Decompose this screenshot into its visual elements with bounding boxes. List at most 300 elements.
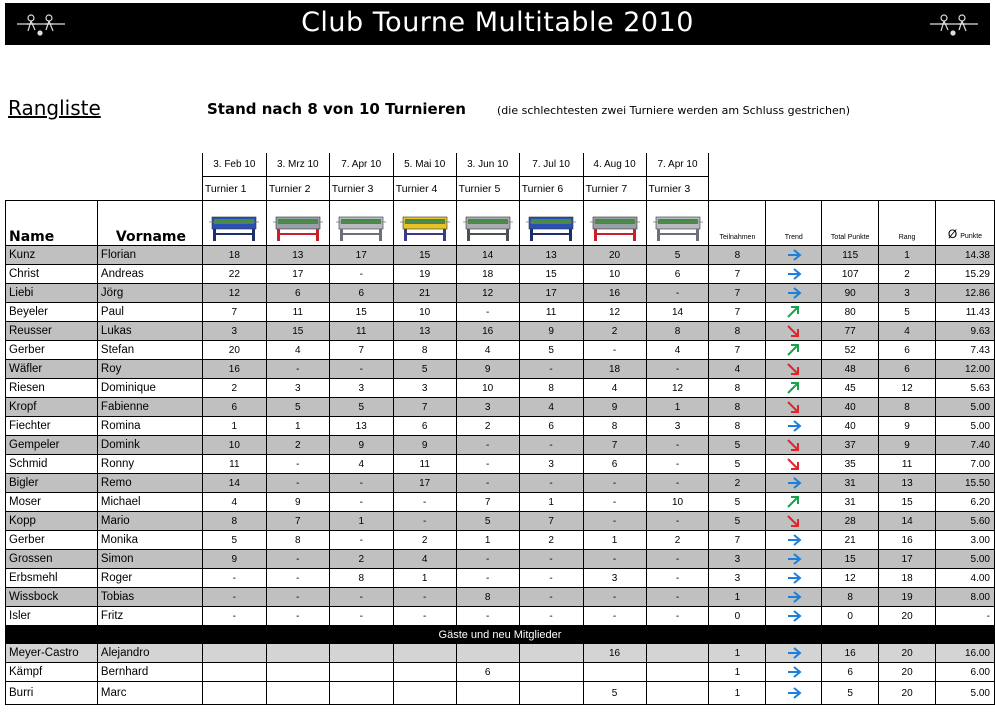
trend-cell	[766, 682, 822, 705]
teilnahmen-count: 4	[709, 360, 766, 379]
tournament-score: 2	[329, 550, 393, 569]
tournament-score: 4	[266, 341, 329, 360]
rank: 20	[879, 663, 936, 682]
foosball-players-logo-icon	[928, 9, 980, 39]
silver-foosball-table-icon	[335, 213, 387, 243]
tournament-score: 1	[456, 531, 519, 550]
guests-separator	[6, 626, 995, 644]
total-points: 15	[822, 550, 879, 569]
rank: 15	[879, 493, 936, 512]
rank: 2	[879, 265, 936, 284]
tournament-score: 16	[583, 644, 646, 663]
empty-cell	[97, 177, 202, 201]
empty-cell	[936, 153, 995, 177]
tournament-score: -	[646, 607, 709, 626]
average-points: 5.00	[936, 550, 995, 569]
total-points: 0	[822, 607, 879, 626]
total-points: 35	[822, 455, 879, 474]
tournament-score: -	[393, 512, 456, 531]
player-name: Kämpf	[6, 663, 98, 682]
tournament-score: -	[266, 569, 329, 588]
player-vorname: Ronny	[97, 455, 202, 474]
tournament-score: 15	[393, 246, 456, 265]
tournament-score: -	[329, 360, 393, 379]
rank: 11	[879, 455, 936, 474]
player-name: Burri	[6, 682, 98, 705]
tournament-score: -	[202, 588, 266, 607]
player-vorname: Bernhard	[97, 663, 202, 682]
average-points: 7.40	[936, 436, 995, 455]
tournament-score: 5	[456, 512, 519, 531]
tournament-table-image	[583, 201, 646, 246]
tournament-score: 5	[583, 682, 646, 705]
tournament-score: 9	[583, 398, 646, 417]
tournament-score: -	[329, 607, 393, 626]
tournament-label: Turnier 2	[266, 177, 329, 201]
player-name: Wissbock	[6, 588, 98, 607]
average-points: 6.00	[936, 663, 995, 682]
player-vorname: Simon	[97, 550, 202, 569]
garlando-foosball-table-icon	[589, 213, 641, 243]
trend-cell	[766, 550, 822, 569]
total-points: 115	[822, 246, 879, 265]
empty-cell	[97, 153, 202, 177]
player-row	[6, 322, 995, 341]
tournament-score: 16	[202, 360, 266, 379]
player-row	[6, 644, 995, 663]
tournament-score: 8	[266, 531, 329, 550]
tournament-date: 3. Feb 10	[202, 153, 266, 177]
tournament-date: 7. Jul 10	[519, 153, 583, 177]
tournament-score: -	[456, 455, 519, 474]
trend-cell	[766, 512, 822, 531]
tournament-score: 3	[329, 379, 393, 398]
tournament-score: 4	[519, 398, 583, 417]
teilnahmen-count: 7	[709, 341, 766, 360]
tournament-score: 6	[266, 284, 329, 303]
teilnahmen-count: 5	[709, 512, 766, 531]
player-vorname: Jörg	[97, 284, 202, 303]
tournament-score: -	[519, 360, 583, 379]
tournament-score: -	[646, 512, 709, 531]
garlando-foosball-table-icon	[272, 213, 324, 243]
tournament-score: -	[519, 569, 583, 588]
trend-cell	[766, 436, 822, 455]
tournament-score: 1	[266, 417, 329, 436]
trend-header: Trend	[766, 201, 822, 246]
trend-up-arrow-icon	[786, 305, 802, 319]
empty-cell	[6, 153, 98, 177]
player-row	[6, 246, 995, 265]
tournament-score: 8	[329, 569, 393, 588]
player-vorname: Dominique	[97, 379, 202, 398]
trend-up-arrow-icon	[786, 381, 802, 395]
teilnahmen-count: 1	[709, 663, 766, 682]
rank: 14	[879, 512, 936, 531]
total-points: 37	[822, 436, 879, 455]
tournament-score: -	[519, 607, 583, 626]
player-row	[6, 663, 995, 682]
page-title: Club Tourne Multitable 2010	[301, 7, 694, 38]
player-row	[6, 512, 995, 531]
player-name: Wäfler	[6, 360, 98, 379]
trend-down-arrow-icon	[786, 438, 802, 452]
tournament-score: 13	[266, 246, 329, 265]
trend-cell	[766, 417, 822, 436]
average-points: 3.00	[936, 531, 995, 550]
trend-steady-arrow-icon	[786, 533, 802, 547]
tournament-score: 7	[456, 493, 519, 512]
teilnahmen-count: 7	[709, 531, 766, 550]
player-name: Bigler	[6, 474, 98, 493]
tournament-score: 3	[456, 398, 519, 417]
teilnahmen-count: 7	[709, 303, 766, 322]
total-points: 21	[822, 531, 879, 550]
player-vorname: Monika	[97, 531, 202, 550]
tournament-score: 16	[583, 284, 646, 303]
tournament-score: 8	[583, 417, 646, 436]
tournament-score: -	[266, 474, 329, 493]
player-vorname: Roy	[97, 360, 202, 379]
average-points: 5.60	[936, 512, 995, 531]
player-name: Kunz	[6, 246, 98, 265]
standings-status: Stand nach 8 von 10 Turnieren	[207, 100, 466, 118]
player-name: Moser	[6, 493, 98, 512]
average-points: 11.43	[936, 303, 995, 322]
player-vorname: Domink	[97, 436, 202, 455]
rank: 6	[879, 341, 936, 360]
average-points: 12.86	[936, 284, 995, 303]
average-points: 14.38	[936, 246, 995, 265]
player-name: Kopp	[6, 512, 98, 531]
tournament-score: 3	[393, 379, 456, 398]
tournament-score: -	[646, 455, 709, 474]
tournament-score: 7	[266, 512, 329, 531]
player-name: Reusser	[6, 322, 98, 341]
tournament-score: 4	[456, 341, 519, 360]
empty-cell	[822, 153, 879, 177]
player-row	[6, 398, 995, 417]
date-header-row	[6, 153, 995, 177]
player-vorname: Alejandro	[97, 644, 202, 663]
total-points: 28	[822, 512, 879, 531]
tournament-label: Turnier 3	[329, 177, 393, 201]
player-row	[6, 417, 995, 436]
tournament-score: 10	[646, 493, 709, 512]
tournament-score: -	[519, 474, 583, 493]
tournament-score: 2	[266, 436, 329, 455]
tournament-score: 2	[456, 417, 519, 436]
average-points: 7.43	[936, 341, 995, 360]
player-row	[6, 360, 995, 379]
tournament-score: 3	[583, 569, 646, 588]
player-vorname: Tobias	[97, 588, 202, 607]
tournament-score: 7	[393, 398, 456, 417]
tournament-score: 12	[456, 284, 519, 303]
tournament-score	[519, 644, 583, 663]
trend-down-arrow-icon	[786, 362, 802, 376]
total-points: 80	[822, 303, 879, 322]
player-name: Christ	[6, 265, 98, 284]
tournament-score: 8	[456, 588, 519, 607]
tournament-date: 3. Jun 10	[456, 153, 519, 177]
tournament-score	[583, 663, 646, 682]
empty-cell	[766, 153, 822, 177]
player-name: Beyeler	[6, 303, 98, 322]
teilnahmen-count: 1	[709, 644, 766, 663]
player-name: Erbsmehl	[6, 569, 98, 588]
tournament-score: -	[456, 303, 519, 322]
teilnahmen-count: 3	[709, 550, 766, 569]
tournament-score: -	[202, 569, 266, 588]
average-symbol: Ø	[947, 227, 958, 241]
tournament-score: 20	[583, 246, 646, 265]
tournament-score	[202, 682, 266, 705]
player-vorname: Romina	[97, 417, 202, 436]
total-points: 5	[822, 682, 879, 705]
tournament-score: -	[456, 550, 519, 569]
teilnahmen-count: 8	[709, 398, 766, 417]
tournament-score: -	[583, 588, 646, 607]
player-name: Isler	[6, 607, 98, 626]
tournament-score: -	[393, 588, 456, 607]
tournament-date: 3. Mrz 10	[266, 153, 329, 177]
total-points: 8	[822, 588, 879, 607]
tournament-score: -	[646, 569, 709, 588]
tournament-score: -	[329, 265, 393, 284]
tournament-score: 2	[519, 531, 583, 550]
player-name: Liebi	[6, 284, 98, 303]
trend-down-arrow-icon	[786, 324, 802, 338]
rank: 20	[879, 682, 936, 705]
teilnahmen-count: 3	[709, 569, 766, 588]
tournament-score: -	[646, 284, 709, 303]
tournament-score	[519, 663, 583, 682]
tournament-score: -	[583, 550, 646, 569]
total-points: 31	[822, 474, 879, 493]
empty-cell	[709, 153, 766, 177]
tournament-score	[646, 663, 709, 682]
player-row	[6, 607, 995, 626]
player-name: Schmid	[6, 455, 98, 474]
tournament-score: -	[266, 607, 329, 626]
player-vorname: Stefan	[97, 341, 202, 360]
rank: 16	[879, 531, 936, 550]
tournament-score: 3	[519, 455, 583, 474]
tournament-score	[646, 644, 709, 663]
tournament-table-image	[329, 201, 393, 246]
player-row	[6, 474, 995, 493]
tournament-score: 10	[202, 436, 266, 455]
tournament-table-image	[266, 201, 329, 246]
trend-steady-arrow-icon	[786, 665, 802, 679]
trend-cell	[766, 569, 822, 588]
total-points: 40	[822, 398, 879, 417]
teilnahmen-count: 8	[709, 322, 766, 341]
tournament-score: 5	[393, 360, 456, 379]
tournament-score: 6	[329, 284, 393, 303]
empty-cell	[766, 177, 822, 201]
total-points: 107	[822, 265, 879, 284]
tournament-score	[519, 682, 583, 705]
tournament-score: 2	[393, 531, 456, 550]
tournament-score: -	[456, 569, 519, 588]
teilnahmen-count: 8	[709, 379, 766, 398]
total-points: 16	[822, 644, 879, 663]
tournament-score: -	[329, 588, 393, 607]
trend-down-arrow-icon	[786, 514, 802, 528]
trend-steady-arrow-icon	[786, 646, 802, 660]
tournament-score: 9	[456, 360, 519, 379]
total-points: 45	[822, 379, 879, 398]
tournament-table-image	[519, 201, 583, 246]
trend-cell	[766, 493, 822, 512]
tournament-score: 17	[393, 474, 456, 493]
player-vorname: Lukas	[97, 322, 202, 341]
rank: 13	[879, 474, 936, 493]
tournament-score: -	[646, 550, 709, 569]
rangliste-heading: Rangliste	[8, 96, 101, 120]
tournament-score: 1	[202, 417, 266, 436]
tournament-score: 4	[393, 550, 456, 569]
player-row	[6, 341, 995, 360]
tournament-score: 9	[393, 436, 456, 455]
tournament-score: -	[519, 588, 583, 607]
ranking-table	[5, 153, 995, 705]
empty-cell	[879, 153, 936, 177]
title-banner	[5, 3, 990, 45]
tournament-score: 11	[266, 303, 329, 322]
player-row	[6, 436, 995, 455]
tournament-score: 5	[329, 398, 393, 417]
tournament-score: 15	[266, 322, 329, 341]
tournament-score: 13	[519, 246, 583, 265]
total-points: 77	[822, 322, 879, 341]
tournament-score: 11	[202, 455, 266, 474]
tournament-score: 8	[202, 512, 266, 531]
player-row	[6, 569, 995, 588]
tournament-score	[393, 644, 456, 663]
rank: 20	[879, 644, 936, 663]
tournament-label: Turnier 6	[519, 177, 583, 201]
tournament-score: 17	[519, 284, 583, 303]
total-points: 52	[822, 341, 879, 360]
tournament-score: 10	[456, 379, 519, 398]
trend-steady-arrow-icon	[786, 590, 802, 604]
average-header	[936, 201, 995, 246]
player-row	[6, 379, 995, 398]
guests-label: Gäste und neu Mitglieder	[6, 626, 995, 644]
rank: 5	[879, 303, 936, 322]
average-points: 4.00	[936, 569, 995, 588]
trend-cell	[766, 360, 822, 379]
total-points: 90	[822, 284, 879, 303]
trend-cell	[766, 322, 822, 341]
tournament-score: 6	[646, 265, 709, 284]
tournament-score	[266, 682, 329, 705]
tournament-score: -	[202, 607, 266, 626]
trend-steady-arrow-icon	[786, 286, 802, 300]
player-name: Riesen	[6, 379, 98, 398]
average-points: 5.00	[936, 682, 995, 705]
tournament-score: 7	[202, 303, 266, 322]
total-points: 31	[822, 493, 879, 512]
name-header: Name	[6, 201, 98, 246]
tournament-score: -	[583, 607, 646, 626]
tournament-label: Turnier 3	[646, 177, 709, 201]
tournament-score: -	[583, 512, 646, 531]
grey-foosball-table-icon	[462, 213, 514, 243]
tournament-score: 12	[583, 303, 646, 322]
tournament-date: 5. Mai 10	[393, 153, 456, 177]
tournament-score: 3	[646, 417, 709, 436]
tournament-score: 6	[393, 417, 456, 436]
rang-header: Rang	[879, 201, 936, 246]
player-name: Grossen	[6, 550, 98, 569]
tournament-score	[329, 682, 393, 705]
total-points: 6	[822, 663, 879, 682]
tournament-score	[393, 663, 456, 682]
player-vorname: Remo	[97, 474, 202, 493]
tournament-score: -	[329, 531, 393, 550]
player-row	[6, 265, 995, 284]
blue-foosball-table-icon	[208, 213, 260, 243]
tournament-score: -	[266, 455, 329, 474]
trend-cell	[766, 607, 822, 626]
tournament-score: 13	[393, 322, 456, 341]
tournament-score: 14	[456, 246, 519, 265]
average-points: 5.00	[936, 398, 995, 417]
average-points: 7.00	[936, 455, 995, 474]
tournament-score: 14	[646, 303, 709, 322]
tournament-table-image	[646, 201, 709, 246]
tournament-score: 17	[266, 265, 329, 284]
tournament-label: Turnier 1	[202, 177, 266, 201]
player-name: Gempeler	[6, 436, 98, 455]
tournament-score: 3	[202, 322, 266, 341]
total-points: 48	[822, 360, 879, 379]
tournament-score: 4	[202, 493, 266, 512]
tournament-score: -	[393, 493, 456, 512]
tournament-table-image	[393, 201, 456, 246]
tournament-label: Turnier 7	[583, 177, 646, 201]
rank: 20	[879, 607, 936, 626]
tournament-score: 5	[202, 531, 266, 550]
player-row	[6, 531, 995, 550]
tournament-score	[456, 644, 519, 663]
player-vorname: Fritz	[97, 607, 202, 626]
player-name: Meyer-Castro	[6, 644, 98, 663]
tournament-table-image	[202, 201, 266, 246]
tournament-score: 6	[583, 455, 646, 474]
tournament-score: 2	[646, 531, 709, 550]
total-points: 40	[822, 417, 879, 436]
rank: 3	[879, 284, 936, 303]
trend-steady-arrow-icon	[786, 686, 802, 700]
average-points: 16.00	[936, 644, 995, 663]
tournament-score: 18	[456, 265, 519, 284]
rank: 17	[879, 550, 936, 569]
teilnahmen-count: 1	[709, 682, 766, 705]
teilnahmen-count: 5	[709, 493, 766, 512]
trend-cell	[766, 644, 822, 663]
rank: 12	[879, 379, 936, 398]
tournament-score: 10	[583, 265, 646, 284]
trend-cell	[766, 284, 822, 303]
trend-cell	[766, 265, 822, 284]
tournament-label: Turnier 5	[456, 177, 519, 201]
teilnahmen-count: 0	[709, 607, 766, 626]
